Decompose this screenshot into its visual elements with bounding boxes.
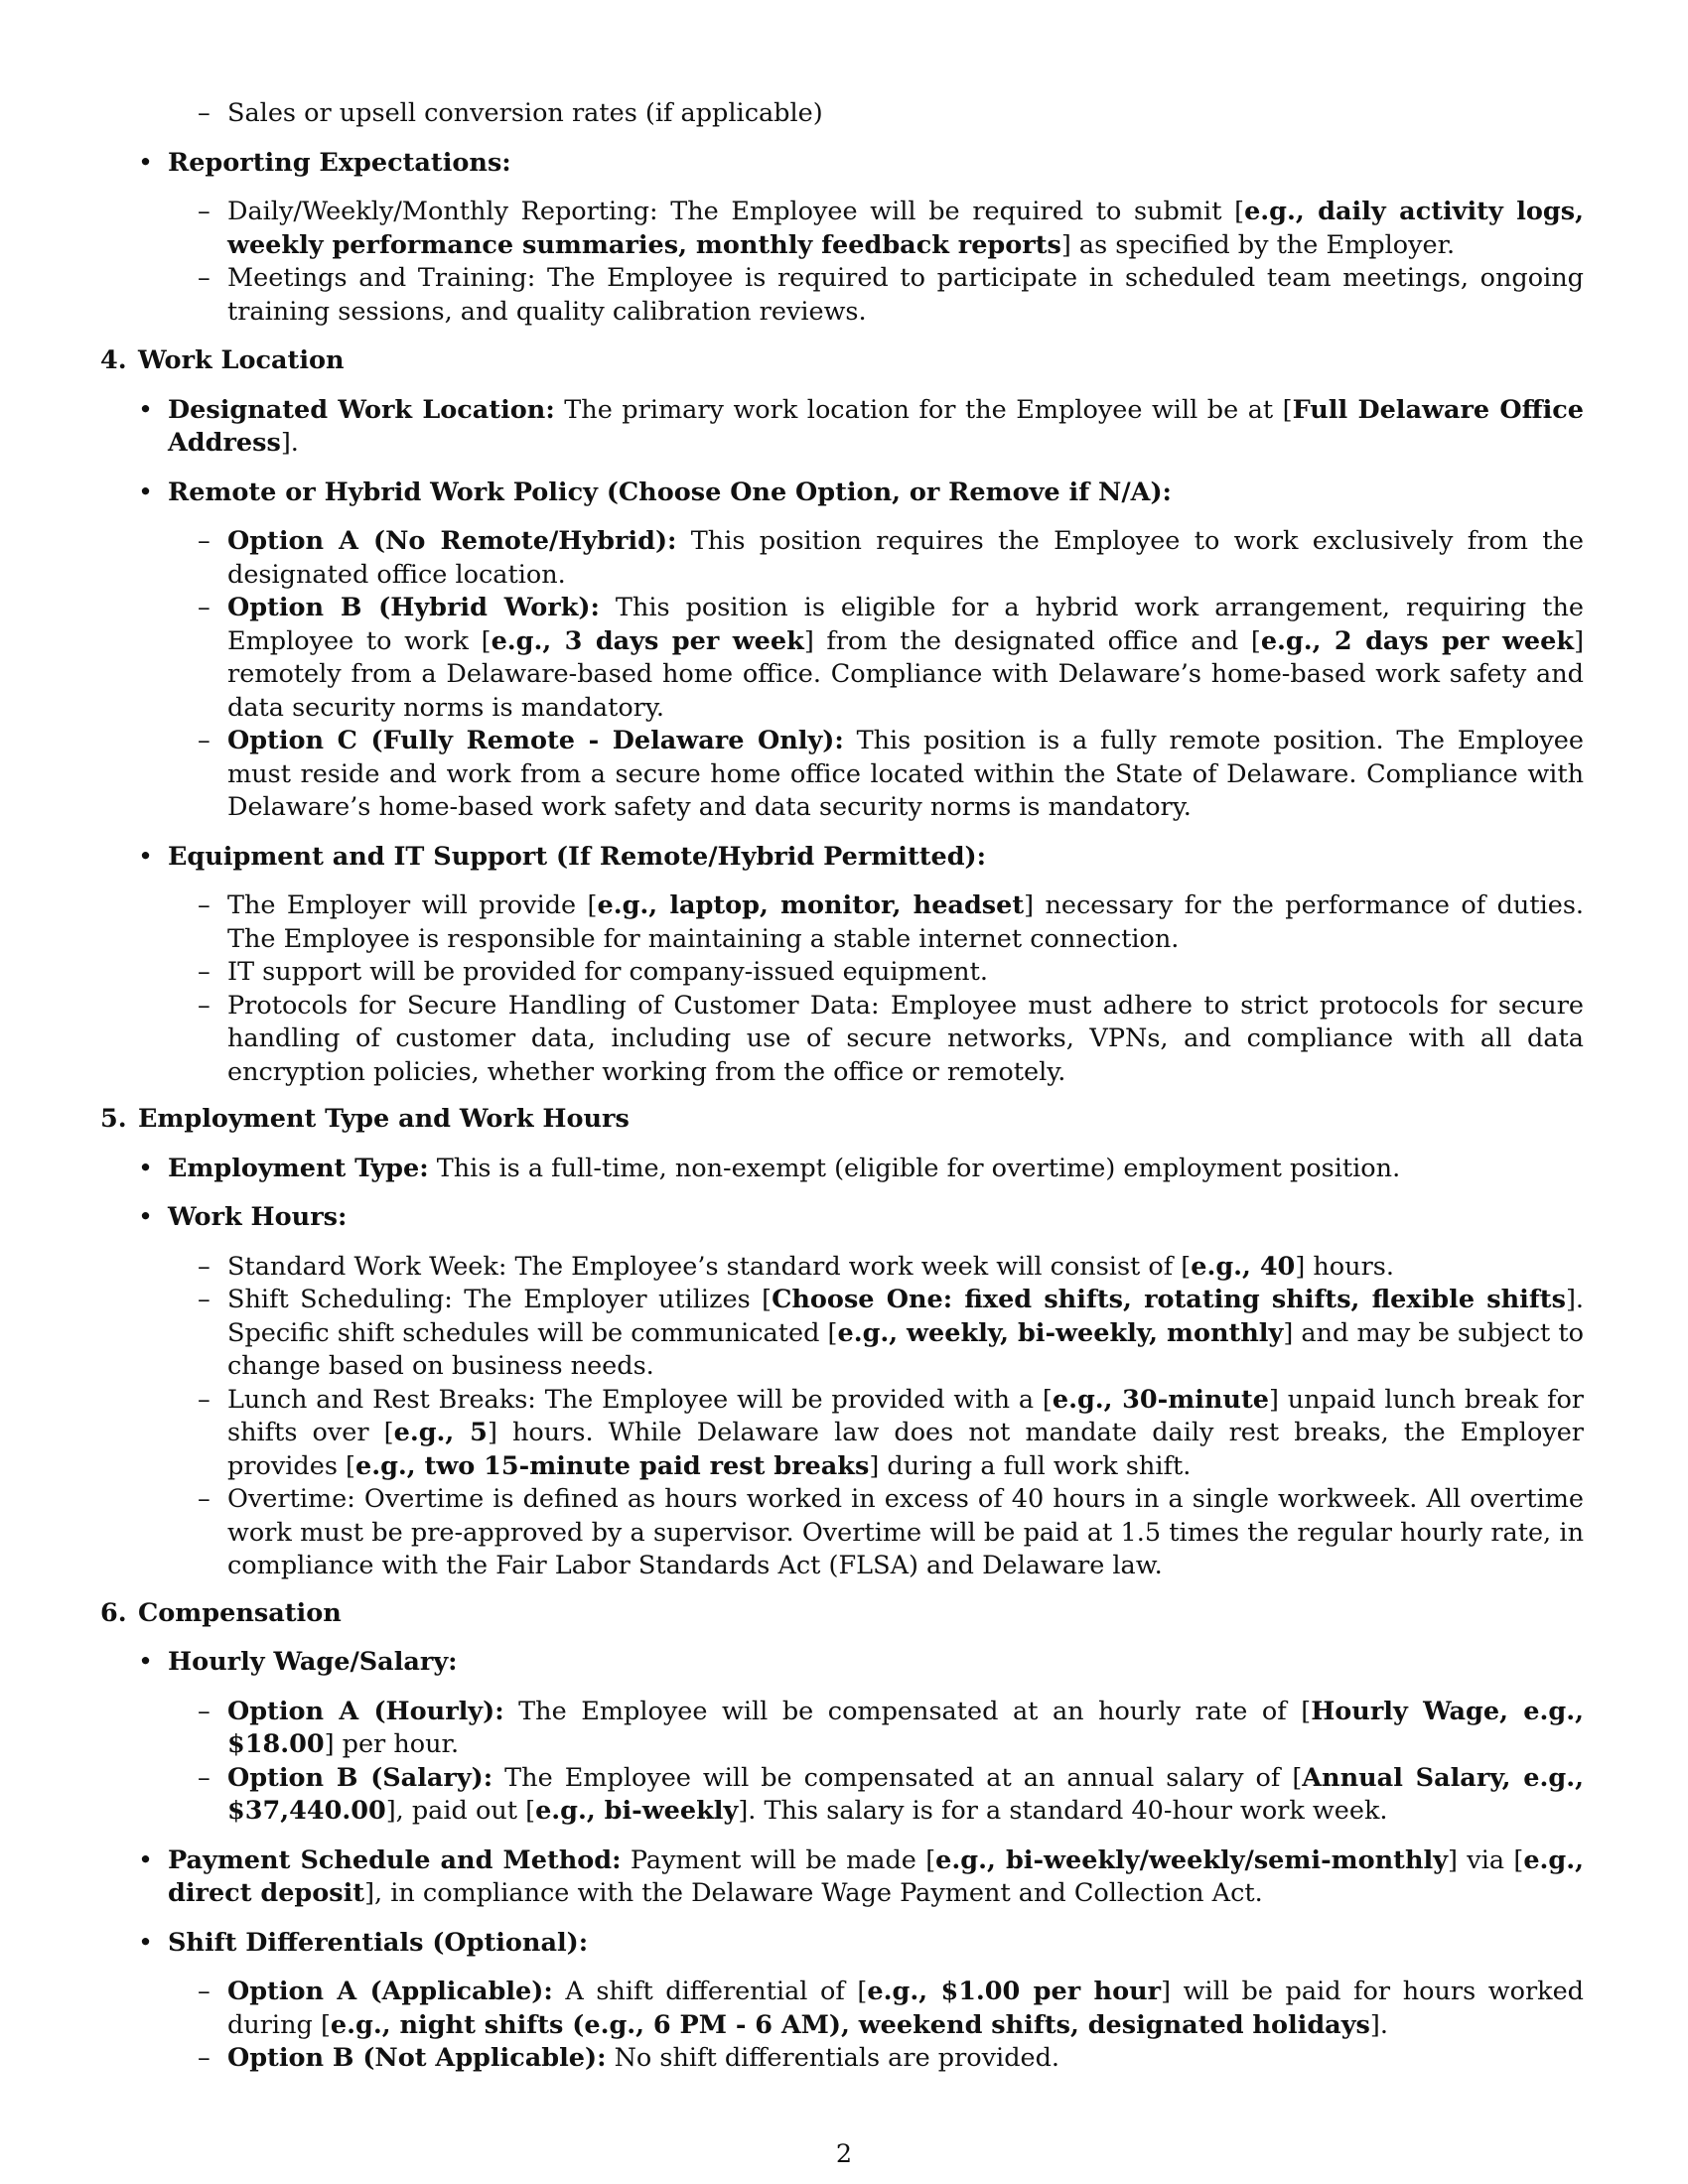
section-heading-employment-type: 5. Employment Type and Work Hours — [100, 1104, 630, 1134]
employment-type-item: • Employment Type: This is a full-time, non-exempt (eligible for overtime) employment position. — [94, 1153, 1584, 1186]
section-4-list — [94, 394, 1584, 1090]
hourly-wage-item: • Hourly Wage/Salary: – Option A (Hourly): The Employee will be compensated at an hourly rate of [Hourly Wage, e.g., $18.00] per hour. – Option B (Salary): The Employee will be compensated at an annual salary of [Annual Salary, e.g., $37,440.00], paid out [e.g., bi-weekly]. This salary is for a standard 40-hour work week. — [94, 1646, 1584, 1829]
shift-differentials-item: • Shift Differentials (Optional): – Option A (Applicable): A shift differential of [e.g., $1.00 per hour] will be paid for hours worked during [e.g., night shifts (e.g., 6 PM - 6 AM), weekend shifts, designated holidays]. – Option B (Not Applicable): No shift differentials are provided. — [94, 1927, 1584, 2076]
document-page — [94, 97, 1584, 2076]
remote-policy-sublist — [94, 525, 1584, 825]
wage-sublist — [94, 1696, 1584, 1829]
list-item: – Shift Scheduling: The Employer utilizes [Choose One: fixed shifts, rotating shifts, flexible shifts]. Specific shift schedules will be communicated [e.g., weekly, bi-weekly, monthly] and may be subject to change based on business needs. — [94, 1284, 1584, 1384]
reporting-list — [94, 147, 1584, 330]
list-item: – Meetings and Training: The Employee is required to participate in scheduled team meetings, ongoing training sessions, and quality calibration reviews. — [94, 262, 1584, 329]
page-number: 2 — [835, 2139, 853, 2169]
list-item: – The Employer will provide [e.g., laptop, monitor, headset] necessary for the performance of duties. The Employee is responsible for maintaining a stable internet connection. — [94, 889, 1584, 956]
designated-work-location-item: • Designated Work Location: The primary work location for the Employee will be at [Full Delaware Office Address]. — [94, 394, 1584, 461]
list-item: – Option A (Applicable): A shift differential of [e.g., $1.00 per hour] will be paid for hours worked during [e.g., night shifts (e.g., 6 PM - 6 AM), weekend shifts, designated holidays]. — [94, 1976, 1584, 2042]
payment-schedule-item: • Payment Schedule and Method: Payment will be made [e.g., bi-weekly/weekly/semi-monthly] via [e.g., direct deposit], in compliance with the Delaware Wage Payment and Collection Act. — [94, 1844, 1584, 1911]
list-item: – Protocols for Secure Handling of Customer Data: Employee must adhere to strict protocols for secure handling of customer data, including use of secure networks, VPNs, and compliance with all data encryption policies, whether working from the office or remotely. — [94, 990, 1584, 1090]
list-item: – Option C (Fully Remote - Delaware Only): This position is a fully remote position. The Employee must reside and work from a secure home office located within the State of Delaware. Compliance with Delaware’s home-based work safety and data security norms is mandatory. — [94, 725, 1584, 825]
equipment-sublist — [94, 889, 1584, 1089]
list-item: – Option B (Not Applicable): No shift differentials are provided. — [94, 2042, 1584, 2076]
list-item: – Sales or upsell conversion rates (if applicable) — [94, 97, 1584, 131]
list-item: – Option B (Hybrid Work): This position is eligible for a hybrid work arrangement, requiring the Employee to work [e.g., 3 days per week] from the designated office and [e.g., 2 days per week] remotely from a Delaware-based home office. Compliance with Delaware’s home-based work safety and data security norms is mandatory. — [94, 592, 1584, 725]
list-item: – Lunch and Rest Breaks: The Employee will be provided with a [e.g., 30-minute] unpaid lunch break for shifts over [e.g., 5] hours. While Delaware law does not mandate daily rest breaks, the Employer provides [e.g., two 15-minute paid rest breaks] during a full work shift. — [94, 1384, 1584, 1484]
list-item: – Option A (Hourly): The Employee will be compensated at an hourly rate of [Hourly Wage, e.g., $18.00] per hour. — [94, 1696, 1584, 1762]
reporting-expectations-item — [94, 147, 1584, 330]
list-item: – Option B (Salary): The Employee will be compensated at an annual salary of [Annual Salary, e.g., $37,440.00], paid out [e.g., bi-weekly]. This salary is for a standard 40-hour work week. — [94, 1762, 1584, 1829]
list-item: – Overtime: Overtime is defined as hours worked in excess of 40 hours in a single workweek. All overtime work must be pre-approved by a supervisor. Overtime will be paid at 1.5 times the regular hourly rate, in compliance with the Fair Labor Standards Act (FLSA) and Delaware law. — [94, 1483, 1584, 1583]
equipment-item: • Equipment and IT Support (If Remote/Hybrid Permitted): – The Employer will provide [e.g., laptop, monitor, headset] necessary for the performance of duties. The Employee is responsible for maintaining a stable internet connection. – IT support will be provided for company-issued equipment. – Protocols for Secure Handling of Customer Data: Employee must adhere to strict protocols for secure handling of customer data, including use of secure networks, VPNs, and compliance with all data encryption policies, whether working from the office or remotely. — [94, 841, 1584, 1090]
list-item: – Option A (No Remote/Hybrid): This position requires the Employee to work exclusively from the designated office location. — [94, 525, 1584, 592]
list-item: – IT support will be provided for company-issued equipment. — [94, 956, 1584, 990]
section-heading-work-location: 4. Work Location — [100, 345, 345, 375]
reporting-title: Reporting Expectations: — [168, 147, 511, 178]
section-heading-compensation: 6. Compensation — [100, 1597, 342, 1628]
carryover-list — [94, 97, 1584, 131]
reporting-sublist — [94, 196, 1584, 329]
work-hours-sublist — [94, 1251, 1584, 1583]
work-hours-item: • Work Hours: – Standard Work Week: The Employee’s standard work week will consist of [e.g., 40] hours. – Shift Scheduling: The Employer utilizes [Choose One: fixed shifts, rotating shifts, flexible shifts]. Specific shift schedules will be communicated [e.g., weekly, bi-weekly, monthly] and may be subject to change based on business needs. – Lunch and Rest Breaks: The Employee will be provided with a [e.g., 30-minute] unpaid lunch break for shifts over [e.g., 5] hours. While Delaware law does not mandate daily rest breaks, the Employer provides [e.g., two 15-minute paid rest breaks] during a full work shift. – Overtime: Overtime is defined as hours worked in excess of 40 hours in a single workweek. All overtime work must be pre-approved by a supervisor. Overtime will be paid at 1.5 times the regular hourly rate, in compliance with the Fair Labor Standards Act (FLSA) and Delaware law. — [94, 1201, 1584, 1583]
differentials-sublist — [94, 1976, 1584, 2076]
list-item: – Standard Work Week: The Employee’s standard work week will consist of [e.g., 40] hours. — [94, 1251, 1584, 1285]
remote-policy-item: • Remote or Hybrid Work Policy (Choose One Option, or Remove if N/A): – Option A (No Remote/Hybrid): This position requires the Employee to work exclusively from the designated office location. – Option B (Hybrid Work): This position is eligible for a hybrid work arrangement, requiring the Employee to work [e.g., 3 days per week] from the designated office and [e.g., 2 days per week] remotely from a Delaware-based home office. Compliance with Delaware’s home-based work safety and data security norms is mandatory. – Option C (Fully Remote - Delaware Only): This position is a fully remote position. The Employee must reside and work from a secure home office located within the State of Delaware. Compliance with Delaware’s home-based work safety and data security norms is mandatory. — [94, 477, 1584, 825]
section-6-list — [94, 1646, 1584, 2076]
section-5-list — [94, 1153, 1584, 1583]
list-item: – Daily/Weekly/Monthly Reporting: The Employee will be required to submit [e.g., daily activity logs, weekly performance summaries, monthly feedback reports] as specified by the Employer. — [94, 196, 1584, 262]
